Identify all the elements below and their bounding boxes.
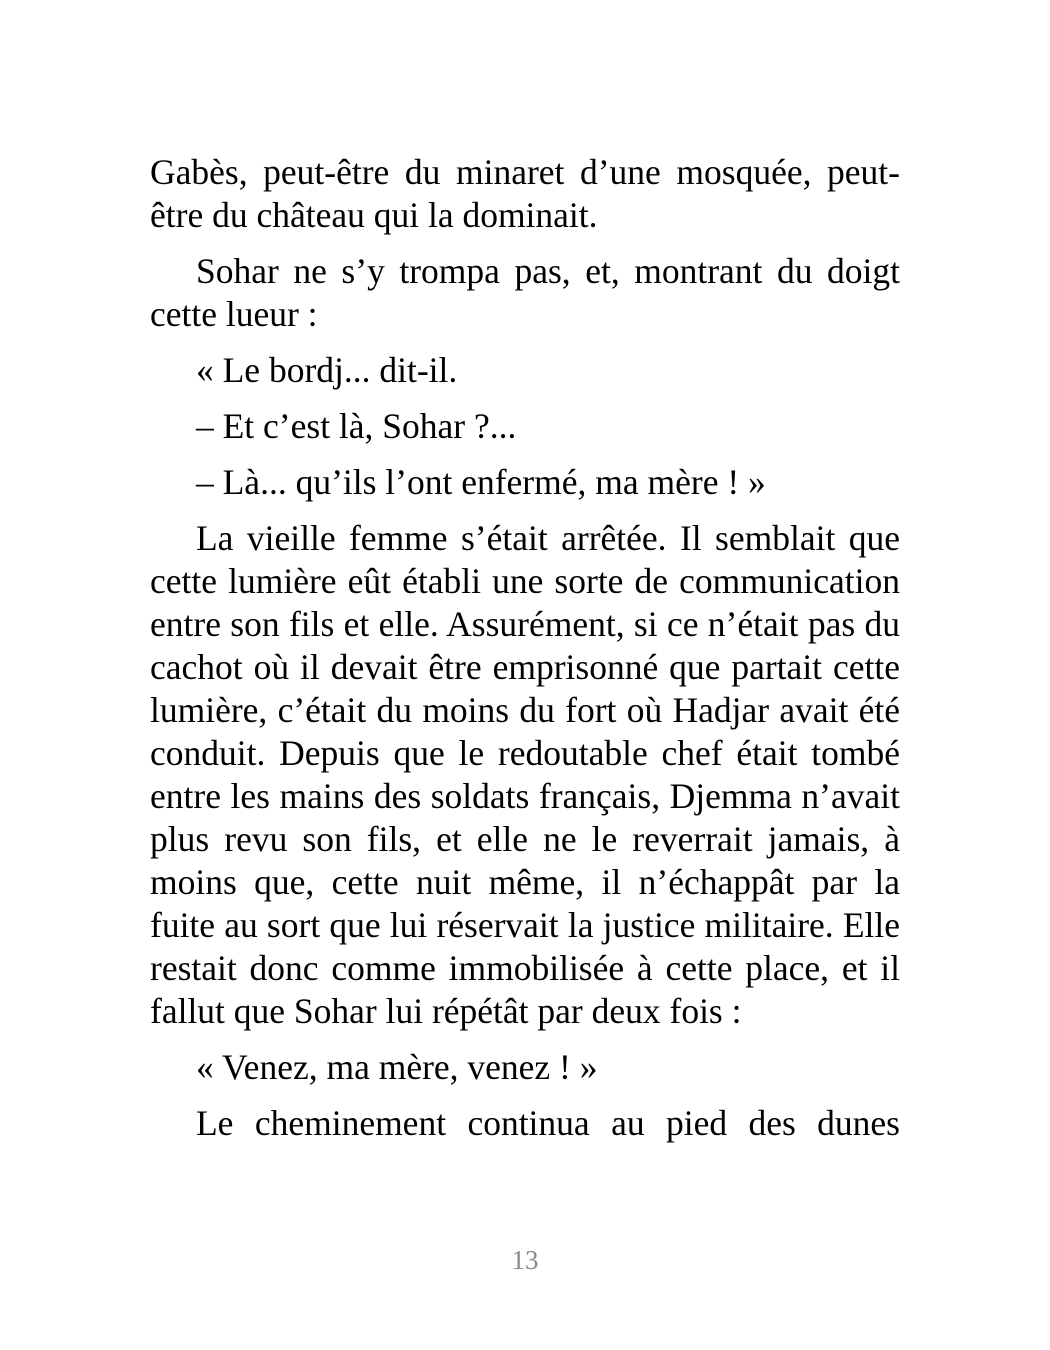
dialogue-line: « Le bordj... dit-il.: [196, 350, 458, 390]
dialogue-line: – Là... qu’ils l’ont enfermé, ma mère ! »: [196, 462, 766, 502]
dialogue-line: « Venez, ma mère, venez ! »: [196, 1047, 598, 1087]
paragraph: La vieille femme s’était arrêtée. Il semblait que cette lumière eût établi une sorte de communication entre son fils et elle. Assurément, si ce n’était pas du cachot où il devait être emprisonné que partait cette lumière, c’était du moins du fort où Hadjar avait été conduit. Depuis que le redoutable chef était tombé entre les mains des soldats français, Djemma n’avait plus revu son fils, et elle ne le reverrait jamais, à moins que, cette nuit même, il n’échappât par la fuite au sort que lui réservait la justice militaire. Elle restait donc comme immobilisée à cette place, et il fallut que Sohar lui répétât par deux fois :: [150, 518, 900, 1031]
dialogue-line: – Et c’est là, Sohar ?...: [196, 406, 517, 446]
paragraph-continuation: Gabès, peut-être du minaret d’une mosquée, peut-être du château qui la dominait.: [150, 152, 900, 235]
page-body: [150, 151, 900, 1158]
paragraph-continues-next-page: Le cheminement continua au pied des dunes: [196, 1103, 900, 1143]
page-number: 13: [511, 1245, 539, 1275]
paragraph: Sohar ne s’y trompa pas, et, montrant du doigt cette lueur :: [150, 251, 900, 334]
